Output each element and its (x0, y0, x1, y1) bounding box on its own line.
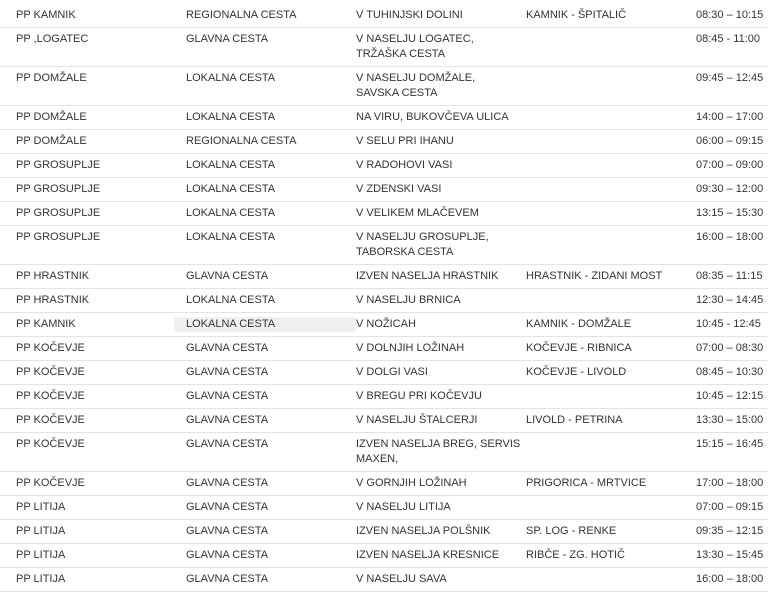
table-row (0, 202, 768, 226)
road-section-cell (526, 572, 696, 587)
table-row (0, 178, 768, 202)
location-cell: V NASELJU DOMŽALE, SAVSKA CESTA (356, 72, 476, 99)
road-section-cell: SP. LOG - RENKE (526, 525, 617, 537)
location-cell: V VELIKEM MLAČEVEM (356, 207, 479, 219)
time-window-cell: 17:00 – 18:00 (696, 477, 764, 489)
time-window-cell: 09:45 – 12:45 (696, 72, 764, 84)
time-window-cell: 13:30 – 15:00 (696, 414, 764, 426)
road-type-cell: LOKALNA CESTA (174, 317, 356, 332)
table-row (0, 544, 768, 568)
table-row (0, 154, 768, 178)
road-section-cell: KAMNIK - ŠPITALIČ (526, 9, 627, 21)
road-type-cell: LOKALNA CESTA (186, 207, 276, 219)
table-row (0, 4, 768, 28)
police-station-cell: PP DOMŽALE (16, 111, 87, 123)
time-window-cell: 16:00 – 18:00 (696, 231, 764, 243)
time-window-cell: 09:35 – 12:15 (696, 525, 764, 537)
road-type-cell: GLAVNA CESTA (186, 573, 269, 585)
road-type-cell: GLAVNA CESTA (186, 525, 269, 537)
road-type-cell: GLAVNA CESTA (186, 366, 269, 378)
road-section-cell: KOČEVJE - LIVOLD (526, 366, 627, 378)
police-station-cell: PP KAMNIK (16, 318, 76, 330)
road-section-cell (526, 110, 696, 125)
road-section-cell: PRIGORICA - MRTVICE (526, 477, 647, 489)
police-station-cell: PP ,LOGATEC (16, 33, 89, 45)
table-row (0, 130, 768, 154)
police-station-cell: PP KAMNIK (16, 9, 76, 21)
road-type-cell: LOKALNA CESTA (186, 111, 276, 123)
road-type-cell: LOKALNA CESTA (186, 183, 276, 195)
road-type-cell: GLAVNA CESTA (186, 477, 269, 489)
road-section-cell (526, 293, 696, 308)
time-window-cell: 13:15 – 15:30 (696, 207, 764, 219)
location-cell: V TUHINJSKI DOLINI (356, 9, 463, 21)
police-station-cell: PP LITIJA (16, 501, 66, 513)
location-cell: V NOŽICAH (356, 318, 416, 330)
police-station-cell: PP KOČEVJE (16, 390, 85, 402)
police-station-cell: PP KOČEVJE (16, 438, 85, 450)
road-type-cell: GLAVNA CESTA (186, 270, 269, 282)
location-cell: IZVEN NASELJA BREG, SERVIS MAXEN, (356, 438, 521, 465)
table-row (0, 265, 768, 289)
location-cell: V RADOHOVI VASI (356, 159, 453, 171)
road-section-cell (526, 71, 696, 101)
location-cell: V NASELJU LOGATEC, TRŽAŠKA CESTA (356, 33, 474, 60)
road-type-cell: LOKALNA CESTA (186, 231, 276, 243)
location-cell: V NASELJU SAVA (356, 573, 447, 585)
location-cell: IZVEN NASELJA KRESNICE (356, 549, 500, 561)
time-window-cell: 16:00 – 18:00 (696, 573, 764, 585)
time-window-cell: 15:15 – 16:45 (696, 438, 764, 450)
time-window-cell: 07:00 – 09:00 (696, 159, 764, 171)
location-cell: V NASELJU ŠTALCERJI (356, 414, 478, 426)
road-type-cell: GLAVNA CESTA (186, 549, 269, 561)
road-type-cell: GLAVNA CESTA (186, 390, 269, 402)
road-section-cell (526, 206, 696, 221)
time-window-cell: 10:45 - 12:45 (696, 318, 761, 330)
time-window-cell: 07:00 – 08:30 (696, 342, 764, 354)
road-type-cell: GLAVNA CESTA (186, 414, 269, 426)
location-cell: V SELU PRI IHANU (356, 135, 454, 147)
road-type-cell: REGIONALNA CESTA (186, 9, 297, 21)
table-row (0, 337, 768, 361)
table-row (0, 67, 768, 106)
road-type-cell: REGIONALNA CESTA (186, 135, 297, 147)
table-row (0, 361, 768, 385)
location-cell: V ZDENSKI VASI (356, 183, 442, 195)
location-cell: V DOLNJIH LOŽINAH (356, 342, 465, 354)
table-row (0, 433, 768, 472)
police-station-cell: PP GROSUPLJE (16, 207, 101, 219)
police-station-cell: PP LITIJA (16, 525, 66, 537)
time-window-cell: 13:30 – 15:45 (696, 549, 764, 561)
time-window-cell: 10:45 – 12:15 (696, 390, 764, 402)
police-station-cell: PP KOČEVJE (16, 414, 85, 426)
location-cell: V NASELJU LITIJA (356, 501, 451, 513)
location-cell: V GORNJIH LOŽINAH (356, 477, 467, 489)
road-section-cell (526, 32, 696, 62)
location-cell: IZVEN NASELJA POLŠNIK (356, 525, 491, 537)
table-row (0, 409, 768, 433)
police-station-cell: PP KOČEVJE (16, 342, 85, 354)
time-window-cell: 09:30 – 12:00 (696, 183, 764, 195)
road-section-cell (526, 182, 696, 197)
table-row (0, 313, 768, 337)
road-section-cell (526, 500, 696, 515)
location-cell: V DOLGI VASI (356, 366, 428, 378)
location-cell: V NASELJU GROSUPLJE, TABORSKA CESTA (356, 231, 489, 258)
time-window-cell: 14:00 – 17:00 (696, 111, 764, 123)
table-row (0, 289, 768, 313)
table-row (0, 520, 768, 544)
road-section-cell: KAMNIK - DOMŽALE (526, 318, 632, 330)
road-section-cell: RIBČE - ZG. HOTIČ (526, 549, 625, 561)
road-section-cell (526, 134, 696, 149)
police-station-cell: PP HRASTNIK (16, 270, 90, 282)
table-row (0, 106, 768, 130)
time-window-cell: 07:00 – 09:15 (696, 501, 764, 513)
time-window-cell: 08:30 – 10:15 (696, 9, 764, 21)
police-station-cell: PP GROSUPLJE (16, 183, 101, 195)
time-window-cell: 12:30 – 14:45 (696, 294, 764, 306)
table-row (0, 568, 768, 592)
location-cell: NA VIRU, BUKOVČEVA ULICA (356, 111, 509, 123)
time-window-cell: 08:45 - 11:00 (696, 33, 761, 45)
table-row (0, 496, 768, 520)
table-row (0, 28, 768, 67)
road-type-cell: GLAVNA CESTA (186, 33, 269, 45)
road-section-cell: HRASTNIK - ZIDANI MOST (526, 270, 663, 282)
road-section-cell: LIVOLD - PETRINA (526, 414, 623, 426)
road-section-cell (526, 389, 696, 404)
road-type-cell: LOKALNA CESTA (186, 72, 276, 84)
police-station-cell: PP DOMŽALE (16, 72, 87, 84)
location-cell: IZVEN NASELJA HRASTNIK (356, 270, 499, 282)
table-row (0, 472, 768, 496)
table-row (0, 226, 768, 265)
road-type-cell: GLAVNA CESTA (186, 342, 269, 354)
road-section-cell: KOČEVJE - RIBNICA (526, 342, 632, 354)
road-type-cell: LOKALNA CESTA (186, 294, 276, 306)
road-type-cell: GLAVNA CESTA (186, 501, 269, 513)
location-cell: V NASELJU BRNICA (356, 294, 461, 306)
road-section-cell (526, 158, 696, 173)
road-type-cell: GLAVNA CESTA (186, 438, 269, 450)
police-station-cell: PP KOČEVJE (16, 477, 85, 489)
road-section-cell (526, 437, 696, 467)
police-station-cell: PP GROSUPLJE (16, 159, 101, 171)
road-section-cell (526, 230, 696, 260)
time-window-cell: 08:35 – 11:15 (696, 270, 763, 282)
time-window-cell: 08:45 – 10:30 (696, 366, 764, 378)
location-cell: V BREGU PRI KOČEVJU (356, 390, 482, 402)
police-station-cell: PP LITIJA (16, 549, 66, 561)
police-station-cell: PP GROSUPLJE (16, 231, 101, 243)
police-station-cell: PP HRASTNIK (16, 294, 90, 306)
road-type-cell: LOKALNA CESTA (186, 159, 276, 171)
police-station-cell: PP KOČEVJE (16, 366, 85, 378)
time-window-cell: 06:00 – 09:15 (696, 135, 764, 147)
police-station-cell: PP DOMŽALE (16, 135, 87, 147)
police-station-cell: PP LITIJA (16, 573, 66, 585)
table-row (0, 385, 768, 409)
